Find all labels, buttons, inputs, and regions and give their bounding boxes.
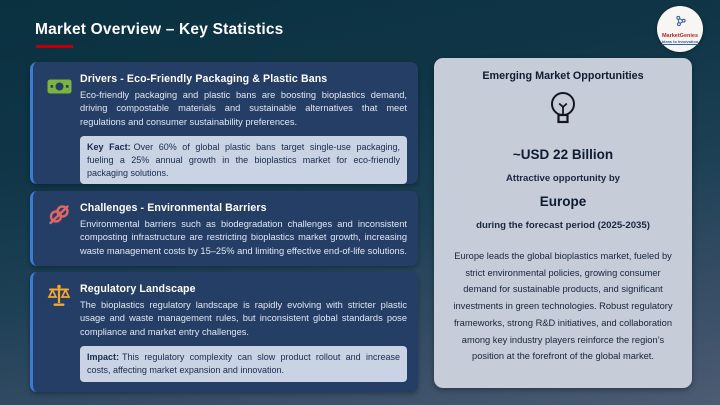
company-logo <box>657 6 703 52</box>
opportunities-title: Emerging Market Opportunities <box>482 70 644 82</box>
page-title: Market Overview – Key Statistics <box>35 21 284 38</box>
card-regulatory-body: The bioplastics regulatory landscape is rapidly evolving with stricter plastic usage and waste management rules, but inconsistent global standards pose compliance and market entry challenges. <box>80 300 407 337</box>
emerging-opportunities-panel <box>434 58 692 388</box>
card-drivers-title: Drivers - Eco-Friendly Packaging & Plastic Bans <box>80 73 328 85</box>
key-fact-text: Over 60% of global plastic bans target single-use packaging, fueling a 25% annual growth in the bioplastics market for eco-friendly packaging solutions. <box>87 142 400 178</box>
key-fact-label: Key Fact: <box>87 142 131 153</box>
impact-callout <box>80 346 407 381</box>
lightbulb-icon <box>450 89 676 131</box>
opportunity-subtitle-1: Attractive opportunity by <box>505 173 621 184</box>
broken-link-icon <box>46 202 73 229</box>
opportunity-subtitle-2: during the forecast period (2025-2035) <box>476 220 650 231</box>
card-regulatory <box>30 272 418 392</box>
title-accent-underline <box>36 45 73 48</box>
logo-tagline: Ideas to Innovation <box>661 39 699 44</box>
card-regulatory-title: Regulatory Landscape <box>80 283 196 295</box>
money-icon <box>46 73 73 100</box>
network-nodes-icon <box>674 14 687 32</box>
card-drivers <box>30 62 418 184</box>
card-challenges-body: Environmental barriers such as biodegradation challenges and inconsistent composting infrastructure are restricting bioplastics market growth, increasing waste management costs by 15–25% and limiting effective end-of-life solutions. <box>80 219 407 256</box>
opportunity-description: Europe leads the global bioplastics market, fueled by strict environmental policies, growing consumer demand for sustainable products, and significant investments in green technologies. Robust regulatory frameworks, strong R&D initiatives, and collaboration among key industry players reinforce the region’s position at the forefront of the global market. <box>453 251 673 362</box>
key-fact-callout <box>80 136 407 184</box>
card-challenges <box>30 191 418 266</box>
impact-text: This regulatory complexity can slow product rollout and increase costs, affecting market expansion and innovation. <box>87 352 400 375</box>
card-drivers-body: Eco-friendly packaging and plastic bans are boosting bioplastics demand, driving compostable materials and sustainable alternatives that meet regulations and consumer sustainability preferences. <box>80 90 407 127</box>
card-challenges-title: Challenges - Environmental Barriers <box>80 202 267 214</box>
logo-name: MarketGenies <box>661 33 699 39</box>
opportunity-value: ~USD 22 Billion <box>512 147 614 162</box>
opportunity-region: Europe <box>539 194 587 209</box>
scales-icon <box>46 283 73 310</box>
impact-label: Impact: <box>87 352 120 363</box>
